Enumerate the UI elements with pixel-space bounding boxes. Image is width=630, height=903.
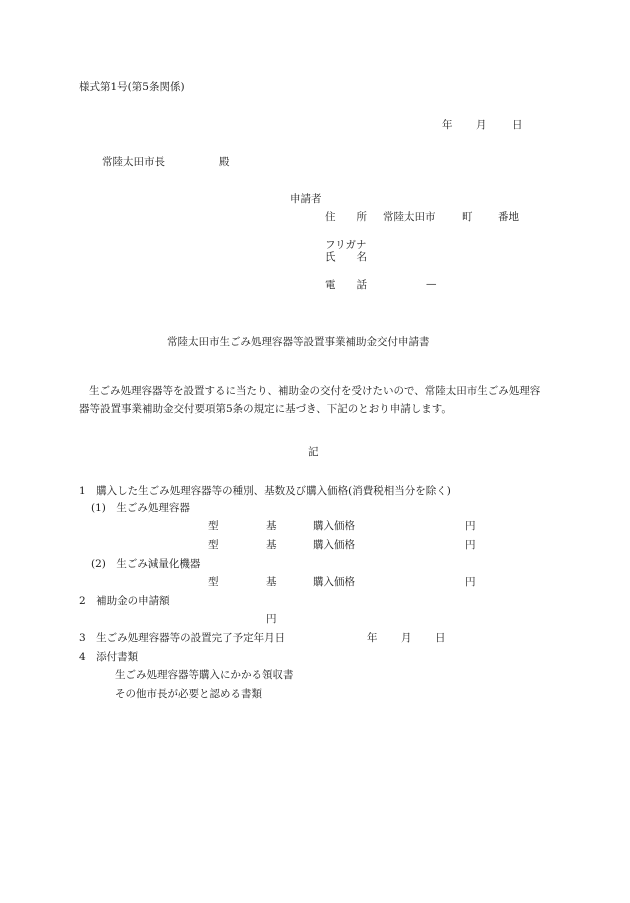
- item1-sub2: (2) 生ごみ減量化機器: [91, 558, 201, 570]
- body-paragraph: 生ごみ処理容器等を設置するに当たり、補助金の交付を受けたいので、常陸太田市生ごみ処理容器等設置事業補助金交付要項第5条の規定に基づき、下記のとおり申請します。: [79, 385, 541, 415]
- row1-yen: 円: [465, 520, 476, 532]
- row3-count: 基: [266, 576, 277, 588]
- phone-label: 電 話: [325, 279, 367, 291]
- name-label: 氏 名: [325, 251, 367, 263]
- row2-yen: 円: [465, 539, 476, 551]
- row3-price-label: 購入価格: [313, 576, 355, 588]
- item2-heading: 2 補助金の申請額: [79, 595, 170, 607]
- row2-type: 型: [208, 539, 219, 551]
- item3-month: 月: [401, 632, 412, 644]
- row1-type: 型: [208, 520, 219, 532]
- item4-heading: 4 添付書類: [79, 651, 139, 663]
- item3-heading: 3 生ごみ処理容器等の設置完了予定年月日: [79, 632, 286, 644]
- row1-price-label: 購入価格: [313, 520, 355, 532]
- attachment-receipt: 生ごみ処理容器等購入にかかる領収書: [115, 669, 294, 681]
- item1-heading: 1 購入した生ごみ処理容器等の種別、基数及び購入価格(消費税相当分を除く): [79, 485, 451, 497]
- address-label: 住 所: [325, 211, 367, 223]
- address-banchi: 番地: [498, 211, 519, 223]
- phone-dash: —: [426, 278, 437, 290]
- row1-count: 基: [266, 520, 277, 532]
- address-city: 常陸太田市: [383, 211, 436, 223]
- item1-sub1: (1) 生ごみ処理容器: [91, 502, 190, 514]
- row2-price-label: 購入価格: [313, 539, 355, 551]
- furigana-label: フリガナ: [325, 239, 367, 251]
- applicant-title: 申請者: [290, 193, 322, 205]
- row3-type: 型: [208, 576, 219, 588]
- row3-yen: 円: [465, 576, 476, 588]
- item2-yen: 円: [266, 613, 277, 625]
- form-label: 様式第1号(第5条関係): [79, 81, 185, 93]
- addressee-name: 常陸太田市長: [102, 156, 165, 168]
- ki-heading: 記: [308, 446, 319, 458]
- address-town: 町: [462, 211, 473, 223]
- date-day: 日: [512, 119, 523, 131]
- date-year: 年: [442, 119, 453, 131]
- attachment-other: その他市長が必要と認める書類: [115, 688, 262, 700]
- document-title: 常陸太田市生ごみ処理容器等設置事業補助金交付申請書: [167, 336, 430, 348]
- item3-year: 年: [367, 632, 378, 644]
- date-month: 月: [476, 119, 487, 131]
- item3-day: 日: [435, 632, 446, 644]
- addressee-honorific: 殿: [219, 156, 230, 168]
- row2-count: 基: [266, 539, 277, 551]
